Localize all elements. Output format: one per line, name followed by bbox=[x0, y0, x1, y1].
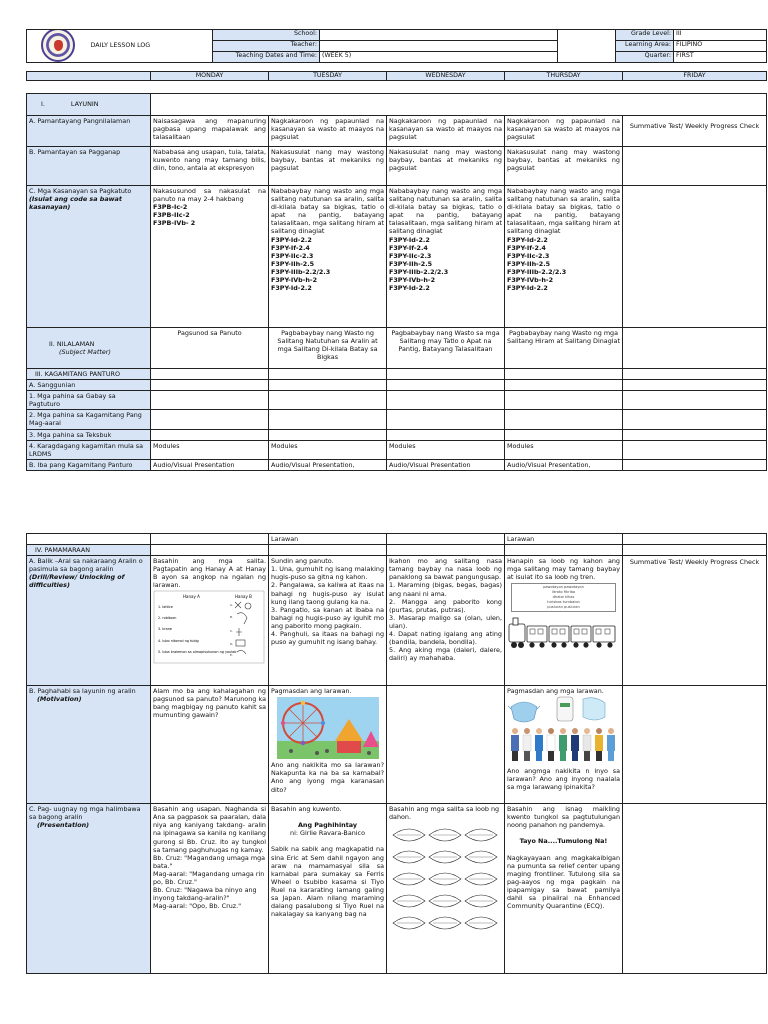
row-label-other-resources: B. Iba pang Kagamitang Panturo bbox=[27, 459, 151, 470]
cell-tue-content-standard: Nagkakaroon ng papaunlad na kasanayan sa wasto at maayos na pagsulat bbox=[269, 116, 387, 147]
dialog-line: Bb. Cruz: "Nagawa ba ninyo ang inyong takdang-aralin?" bbox=[153, 886, 257, 903]
section-layunin bbox=[27, 94, 151, 116]
cell-blank bbox=[387, 545, 505, 556]
section-number: III. bbox=[35, 370, 43, 378]
cell-mon-presentation bbox=[151, 804, 269, 974]
review-sub: (Drill/Review/ Unlocking of difficulties) bbox=[29, 573, 125, 590]
section-title: KAGAMITANG PANTURO bbox=[44, 370, 120, 378]
cell-blank bbox=[623, 391, 767, 410]
teaching-dates-label: Teaching Dates and Time: bbox=[213, 52, 320, 63]
review-instruction: Ikahon mo ang salitang nasa tamang baybay na nasa loob ng panaklong sa bawat pangungusap. bbox=[389, 557, 502, 582]
matching-worksheet-image bbox=[153, 590, 265, 664]
section-number: II. bbox=[49, 339, 55, 348]
review-step: 1. Una, gumuhit ng isang malaking hugis-puso sa gitna ng kahon. bbox=[271, 565, 384, 582]
row-label-lrmds: 4. Karagdagang kagamitan mula sa LRDMS bbox=[27, 440, 151, 459]
cell-thu-other-resources: Audio/Visual Presentation, bbox=[505, 459, 623, 470]
deped-seal-icon bbox=[41, 30, 75, 63]
competency-text: Nababaybay nang wasto ang mga salitang natutunan sa aralin, salita di-kilala batay sa bigkas, tatlo o apat na pantig, batayang talasalitaan, mga salitang hiram at salitang dinaglat bbox=[271, 187, 384, 236]
cell-blank bbox=[623, 380, 767, 391]
hanay-a-item: 1. lattice bbox=[158, 604, 173, 609]
svg-text:A.: A. bbox=[230, 602, 233, 607]
cell-blank bbox=[387, 380, 505, 391]
cell-wed-other-resources: Audio/Visual Presentation bbox=[387, 459, 505, 470]
cell-blank bbox=[505, 369, 623, 380]
hanay-a-item: 4. lubo nitomoi ng tubig bbox=[158, 638, 199, 643]
review-step: 5. Ang aking mga (daleri, dalere, daliri) ay mahahaba. bbox=[389, 646, 502, 663]
cell-blank bbox=[623, 459, 767, 470]
story-text: Nagkayayaan ang magkakaibigan na pumunta sa relief center upang maging frontliner. Tutulong sila sa pag-aayos ng mga pagkain na ipapamigay sa bawat pamilya dahil sa pinaiiral na Enhanced Community Quarantine (ECQ). bbox=[507, 853, 620, 911]
competencies-label: C. Mga Kasanayan sa Pagkatuto bbox=[29, 187, 132, 195]
cell-blank bbox=[151, 545, 269, 556]
competency-code: F3PY-Id-2.2 bbox=[271, 235, 312, 244]
cell-blank bbox=[623, 429, 767, 440]
lesson-table-procedure bbox=[26, 533, 767, 974]
svg-text:D.: D. bbox=[230, 641, 234, 646]
presentation-instruction: Basahin ang isnag maikling kwento tungkol sa pagtutulungan noong panahon ng pandemya. bbox=[507, 805, 620, 830]
competency-text: Nakasusunod sa nakasulat na panuto na may 2-4 hakbang bbox=[153, 187, 266, 204]
cell-fri-content-standard: Summative Test/ Weekly Progress Check bbox=[623, 116, 767, 147]
motivation-sub: (Motivation) bbox=[37, 695, 82, 704]
cell-fri-competencies bbox=[623, 186, 767, 328]
competency-code: F3PY-IVb-h-2 bbox=[271, 276, 318, 285]
cell-mon-content: Pagsunod sa Panuto bbox=[151, 328, 269, 369]
cell-thu-review bbox=[505, 556, 623, 686]
cell-wed-competencies bbox=[387, 186, 505, 328]
cell-wed-content-standard: Nagkakaroon ng papaunlad na kasanayan sa wasto at maayos na pagsulat bbox=[387, 116, 505, 147]
competency-code: F3PY-IIh-2.5 bbox=[389, 259, 433, 268]
days-header bbox=[26, 71, 767, 81]
leaves-image bbox=[389, 821, 501, 941]
cell-blank bbox=[27, 534, 151, 545]
cell-tue-presentation bbox=[269, 804, 387, 974]
section-number: IV. bbox=[35, 546, 43, 555]
section-kagamitan bbox=[27, 369, 151, 380]
grade-level-value: III bbox=[674, 30, 767, 41]
presentation-instruction: Basahin ang kuwento. bbox=[271, 805, 342, 814]
cell-tue-motivation bbox=[269, 686, 387, 804]
hanay-a-label: Hanay A bbox=[183, 593, 200, 599]
grade-level-label: Grade Level: bbox=[616, 30, 674, 41]
cell-wed-lrmds: Modules bbox=[387, 440, 505, 459]
cell-blank bbox=[387, 534, 505, 545]
word-box-line: turisbos tumbalon bbox=[547, 600, 580, 605]
competency-code: F3PY-Id-2.2 bbox=[507, 235, 548, 244]
competency-code: F3PY-IIIb-2.2/2.3 bbox=[507, 267, 567, 276]
review-step: 4. Dapat nating igalang ang ating (bandila, bandela, bondila). bbox=[389, 630, 502, 647]
quarter-value: FIRST bbox=[674, 52, 767, 63]
cell-blank bbox=[151, 380, 269, 391]
cell-blank bbox=[269, 429, 387, 440]
review-instruction: Hanapin sa loob ng kahon ang mga salitang may tamang baybay at isulat ito sa loob ng tren. bbox=[507, 557, 620, 582]
row-label-review bbox=[27, 556, 151, 686]
review-step: 3. Pangatlo, sa kanan at ibaba na bahagi ng hugis-puso ay iguhit mo ang paborito mong pagkain. bbox=[271, 605, 384, 630]
review-step: 2. Mangga ang paborito kong (purtas, prutas, putras). bbox=[389, 597, 502, 614]
cell-wed-review bbox=[387, 556, 505, 686]
review-step: 1. Maraming (bigas, begas, bagas) ang naani ni ama. bbox=[389, 581, 502, 598]
day-tuesday: TUESDAY bbox=[269, 72, 387, 81]
cell-blank bbox=[151, 410, 269, 429]
word-box bbox=[511, 583, 616, 612]
presentation-instruction: Basahin ang mga salita sa loob ng dahon. bbox=[389, 805, 500, 822]
svg-text:C.: C. bbox=[230, 628, 234, 633]
cell-blank bbox=[269, 369, 387, 380]
hanay-a-item: 2. robitoon bbox=[158, 615, 177, 620]
story-title: Ang Paghihintay bbox=[297, 821, 358, 830]
row-label-performance-standard: B. Pamantayan sa Pagganap bbox=[27, 147, 151, 186]
cell-blank bbox=[151, 391, 269, 410]
section-title: LAYUNIN bbox=[70, 100, 99, 109]
cell-wed-presentation bbox=[387, 804, 505, 974]
section-nilalaman bbox=[27, 328, 151, 369]
quarter-label: Quarter: bbox=[616, 52, 674, 63]
cell-blank bbox=[505, 410, 623, 429]
school-label: School: bbox=[213, 30, 320, 41]
cell-blank bbox=[623, 410, 767, 429]
cell-blank bbox=[505, 545, 623, 556]
cell-blank bbox=[505, 380, 623, 391]
section-sub: (Subject Matter) bbox=[59, 348, 111, 356]
cell-thu-presentation bbox=[505, 804, 623, 974]
cell-fri-performance-standard bbox=[623, 147, 767, 186]
cell-blank bbox=[387, 686, 505, 804]
cell-wed-content: Pagbabaybay nang Wasto sa mga Salitang may Tatlo o Apat na Pantig, Batayang Talasalitaan bbox=[387, 328, 505, 369]
cell-tue-larawan: Larawan bbox=[269, 534, 387, 545]
cell-blank bbox=[151, 429, 269, 440]
teacher-label: Teacher: bbox=[213, 41, 320, 52]
day-friday: FRIDAY bbox=[623, 72, 767, 81]
cell-blank bbox=[387, 369, 505, 380]
cell-mon-content-standard: Naisasagawa ang mapanuring pagbasa upang mapalawak ang talasalitaan bbox=[151, 116, 269, 147]
hanay-b-label: Hanay B bbox=[235, 593, 252, 599]
story-text: Sabik na sabik ang magkapatid na sina Eric at Sem dahil ngayon ang araw na mamamasyal sila sa karnabal para sumakay sa Ferris Wheel o tsubibo kasama si Tiyo Ruel na kararating lamang galing sa Japan. Alam nilang maraming dalang pasalubong si Tiyo Ruel na nakalagay sa kanyang bag na bbox=[271, 845, 384, 919]
competency-code: F3PY-Id-2.2 bbox=[389, 284, 430, 293]
presentation-label: C. Pag- uugnay ng mga halimbawa sa bagong aralin bbox=[29, 805, 141, 822]
competency-code: F3PY-Id-2.2 bbox=[271, 284, 312, 293]
train-image bbox=[507, 614, 619, 652]
teaching-dates-value: (WEEK 5) bbox=[320, 52, 558, 63]
lesson-table-objectives bbox=[26, 93, 767, 471]
log-title: DAILY LESSON LOG bbox=[89, 30, 213, 63]
header-table bbox=[26, 29, 767, 63]
motivation-questions: Ano ang nakikita mo sa larawan? Nakapunta ka na ba sa karnabal? Ano ang iyong mga karanasan dito? bbox=[271, 761, 384, 794]
teacher-value bbox=[320, 41, 558, 52]
section-pamamaraan bbox=[27, 545, 151, 556]
competency-code: F3PY-IVb-h-2 bbox=[507, 276, 554, 285]
competency-text: Nababaybay nang wasto ang mga salitang natutunan sa aralin, salita di-kilala batay sa bigkas, tatlo o apat na pantig, batayang talasalitaan, mga salitang hiram at salitang dinaglat bbox=[507, 187, 620, 236]
review-label: A. Balik –Aral sa nakaraang Aralin o pasimula sa bagong aralin bbox=[29, 557, 143, 574]
cell-tue-competencies bbox=[269, 186, 387, 328]
row-label-references: A. Sanggunian bbox=[27, 380, 151, 391]
day-monday: MONDAY bbox=[151, 72, 269, 81]
dialog-line: Bb. Cruz: "Magandang umaga mga bata." bbox=[153, 853, 266, 870]
cell-mon-other-resources: Audio/Visual Presentation bbox=[151, 459, 269, 470]
review-instruction: Basahin ang mga salita. Pagtapatin ang Hanay A at Hanay B ayon sa angkop na ngalan ng larawan. bbox=[153, 557, 266, 590]
carnival-image bbox=[277, 697, 379, 759]
motivation-questions: Ano angmga nakikita n inyo sa larawan? Ano ang inyong naalala sa mga larawang ipinakita? bbox=[507, 767, 620, 792]
day-wednesday: WEDNESDAY bbox=[387, 72, 505, 81]
cell-thu-lrmds: Modules bbox=[505, 440, 623, 459]
frontliner-people bbox=[511, 728, 615, 761]
cell-tue-review bbox=[269, 556, 387, 686]
competency-code: F3PY-IIc-2.3 bbox=[389, 251, 432, 260]
learning-area-label: Learning Area: bbox=[616, 41, 674, 52]
competency-code: F3PY-IIc-2.3 bbox=[271, 251, 314, 260]
row-label-motivation bbox=[27, 686, 151, 804]
presentation-text: Basahin ang usapan. Naghanda si Ana sa pagpasok sa paaralan, dala niya ang kaniyang takdang- aralin na ipinagawa sa kanila ng kanilang gurong si Bb. Cruz. Ito ay tungkol sa tamang paghuhugas ng kamay. bbox=[153, 805, 266, 854]
competency-code: F3PY-IIIb-2.2/2.3 bbox=[271, 267, 331, 276]
competency-code: F3PY-IIh-2.5 bbox=[507, 259, 551, 268]
competency-codes bbox=[271, 236, 384, 293]
cell-blank bbox=[269, 391, 387, 410]
cell-blank bbox=[623, 804, 767, 974]
row-label-learner-materials: 2. Mga pahina sa Kagamitang Pang Mag-aaral bbox=[27, 410, 151, 429]
motivation-label: B. Paghahabi sa layunin ng aralin bbox=[29, 687, 136, 696]
word-box-line: pawotayon pawotayon bbox=[543, 585, 584, 590]
cell-thu-motivation bbox=[505, 686, 623, 804]
review-step: 2. Pangalawa, sa kaliwa at itaas na bahagi ng hugis-puso ay isulat kung ilang taong gulang ka na. bbox=[271, 581, 384, 606]
story-title: Tayo Na....Tumulong Na! bbox=[519, 837, 608, 846]
competency-code: F3PB-Ic-2 bbox=[153, 203, 188, 212]
hanay-a-item: 3. krane bbox=[158, 626, 172, 631]
cell-blank bbox=[151, 369, 269, 380]
cell-thu-performance-standard: Nakasusulat nang may wastong baybay, bantas at mekaniks ng pagsulat bbox=[505, 147, 623, 186]
competency-code: F3PY-If-2.4 bbox=[271, 243, 310, 252]
learning-area-value: FILIPINO bbox=[674, 41, 767, 52]
competency-code: F3PY-If-2.4 bbox=[507, 243, 546, 252]
competency-code: F3PY-IIh-2.5 bbox=[271, 259, 315, 268]
header-spacer bbox=[558, 52, 616, 63]
svg-text:E.: E. bbox=[230, 652, 233, 657]
competency-code: F3PY-Id-2.2 bbox=[389, 235, 430, 244]
days-header-blank bbox=[27, 72, 151, 81]
section-title: NILALAMAN bbox=[56, 339, 95, 348]
svg-text:B.: B. bbox=[230, 614, 234, 619]
competency-code: F3PB-IVb- 2 bbox=[153, 219, 196, 228]
competency-codes bbox=[389, 236, 502, 293]
row-label-presentation bbox=[27, 804, 151, 974]
cell-wed-performance-standard: Nakasusulat nang may wastong baybay, bantas at mekaniks ng pagsulat bbox=[387, 147, 505, 186]
section-number: I. bbox=[41, 100, 45, 109]
cell-fri-content bbox=[623, 328, 767, 369]
review-step: 3. Masarap maligo sa (olan, ulen, ulan). bbox=[389, 613, 502, 630]
section-layunin-blank bbox=[151, 94, 767, 116]
cell-blank bbox=[623, 686, 767, 804]
row-label-textbook: 3. Mga pahina sa Teksbuk bbox=[27, 429, 151, 440]
row-label-teacher-guide: 1. Mga pahina sa Gabay sa Pagtuturo bbox=[27, 391, 151, 410]
row-label-content-standard: A. Pamantayang Pangnilalaman bbox=[27, 116, 151, 147]
competency-code: F3PB-IIc-2 bbox=[153, 211, 190, 220]
frontliners-image bbox=[507, 695, 619, 767]
cell-tue-other-resources: Audio/Visual Presentation, bbox=[269, 459, 387, 470]
cell-mon-competencies bbox=[151, 186, 269, 328]
word-box-line: litrato fikriba bbox=[551, 590, 576, 595]
cell-mon-review bbox=[151, 556, 269, 686]
section-title: PAMAMARAAN bbox=[44, 546, 90, 555]
cell-blank bbox=[623, 369, 767, 380]
cell-tue-lrmds: Modules bbox=[269, 440, 387, 459]
dialog-line: Mag-aaral: "Opo, Bb. Cruz." bbox=[153, 902, 242, 911]
word-box-line: dhatw klhas bbox=[552, 595, 575, 600]
cell-blank bbox=[269, 410, 387, 429]
cell-blank bbox=[623, 545, 767, 556]
school-value bbox=[320, 30, 558, 41]
review-step: 4. Panghuli, sa itaas na bahagi ng puso ay gumuhit ng isang bahay. bbox=[271, 630, 384, 647]
cell-blank bbox=[623, 534, 767, 545]
competency-code: F3PY-IIIb-2.2/2.3 bbox=[389, 267, 449, 276]
day-thursday: THURSDAY bbox=[505, 72, 623, 81]
cell-fri-review: Summative Test/ Weekly Progress Check bbox=[623, 556, 767, 686]
header-spacer bbox=[558, 41, 616, 52]
cell-blank bbox=[505, 391, 623, 410]
motivation-instruction: Pagmasdan ang mga larawan. bbox=[507, 687, 604, 696]
cell-mon-performance-standard: Nababasa ang usapan, tula, talata, kuwento nang may tamang bilis, diin, tono, antala at ekspresyon bbox=[151, 147, 269, 186]
row-label-competencies bbox=[27, 186, 151, 328]
competency-code: F3PY-IVb-h-2 bbox=[389, 276, 436, 285]
competency-code: F3PY-Id-2.2 bbox=[507, 284, 548, 293]
competency-code: F3PY-IIc-2.3 bbox=[507, 251, 550, 260]
cell-blank bbox=[269, 380, 387, 391]
cell-blank bbox=[269, 545, 387, 556]
cell-blank bbox=[387, 410, 505, 429]
dialog-line: Mag-aaral: "Magandang umaga rin po, Bb. Cruz." bbox=[153, 869, 265, 887]
cell-blank bbox=[623, 440, 767, 459]
competency-code: F3PY-If-2.4 bbox=[389, 243, 428, 252]
cell-mon-motivation: Alam mo ba ang kahalagahan ng pagsunod sa panuto? Marunong ka bang magbigay ng panuto kahit sa mumunting gawain? bbox=[151, 686, 269, 804]
competencies-sub: (Isulat ang code sa bawat kasanayan) bbox=[29, 195, 122, 212]
competency-text: Nababaybay nang wasto ang mga salitang natutunan sa aralin, salita di-kilala batay sa bigkas, tatlo o apat na pantig, batayang talasalitaan, mga salitang hiram at salitang dinaglat bbox=[389, 187, 502, 236]
cell-tue-performance-standard: Nakasusulat nang may wastong baybay, bantas at mekaniks ng pagsulat bbox=[269, 147, 387, 186]
cell-thu-content-standard: Nagkakaroon ng papaunlad na kasanayan sa wasto at maayos na pagsulat bbox=[505, 116, 623, 147]
word-box-line: pusluran pusluran bbox=[547, 605, 580, 610]
hanay-a-item: 5. luba kralemon sa olmapisukunon ng youlab bbox=[158, 649, 237, 654]
cell-tue-content: Pagbabaybay nang Wasto ng Salitang Natutuhan sa Aralin at mga Salitang Di-kilala Batay sa Bigkas bbox=[269, 328, 387, 369]
cell-thu-content: Pagbabaybay nang Wasto ng mga Salitang Hiram at Salitang Dinaglat bbox=[505, 328, 623, 369]
deped-seal-cell bbox=[27, 30, 89, 63]
competency-codes bbox=[507, 236, 620, 293]
cell-thu-competencies bbox=[505, 186, 623, 328]
cell-blank bbox=[387, 391, 505, 410]
cell-blank bbox=[505, 429, 623, 440]
cell-mon-lrmds: Modules bbox=[151, 440, 269, 459]
motivation-instruction: Pagmasdan ang larawan. bbox=[271, 687, 352, 696]
review-instruction: Sundin ang panuto. bbox=[271, 557, 334, 566]
story-author: ni: Girlie Ravara-Banico bbox=[290, 829, 365, 838]
cell-blank bbox=[387, 429, 505, 440]
cell-blank bbox=[151, 534, 269, 545]
cell-thu-larawan: Larawan bbox=[505, 534, 623, 545]
presentation-sub: (Presentation) bbox=[37, 821, 90, 830]
header-spacer bbox=[558, 30, 616, 41]
